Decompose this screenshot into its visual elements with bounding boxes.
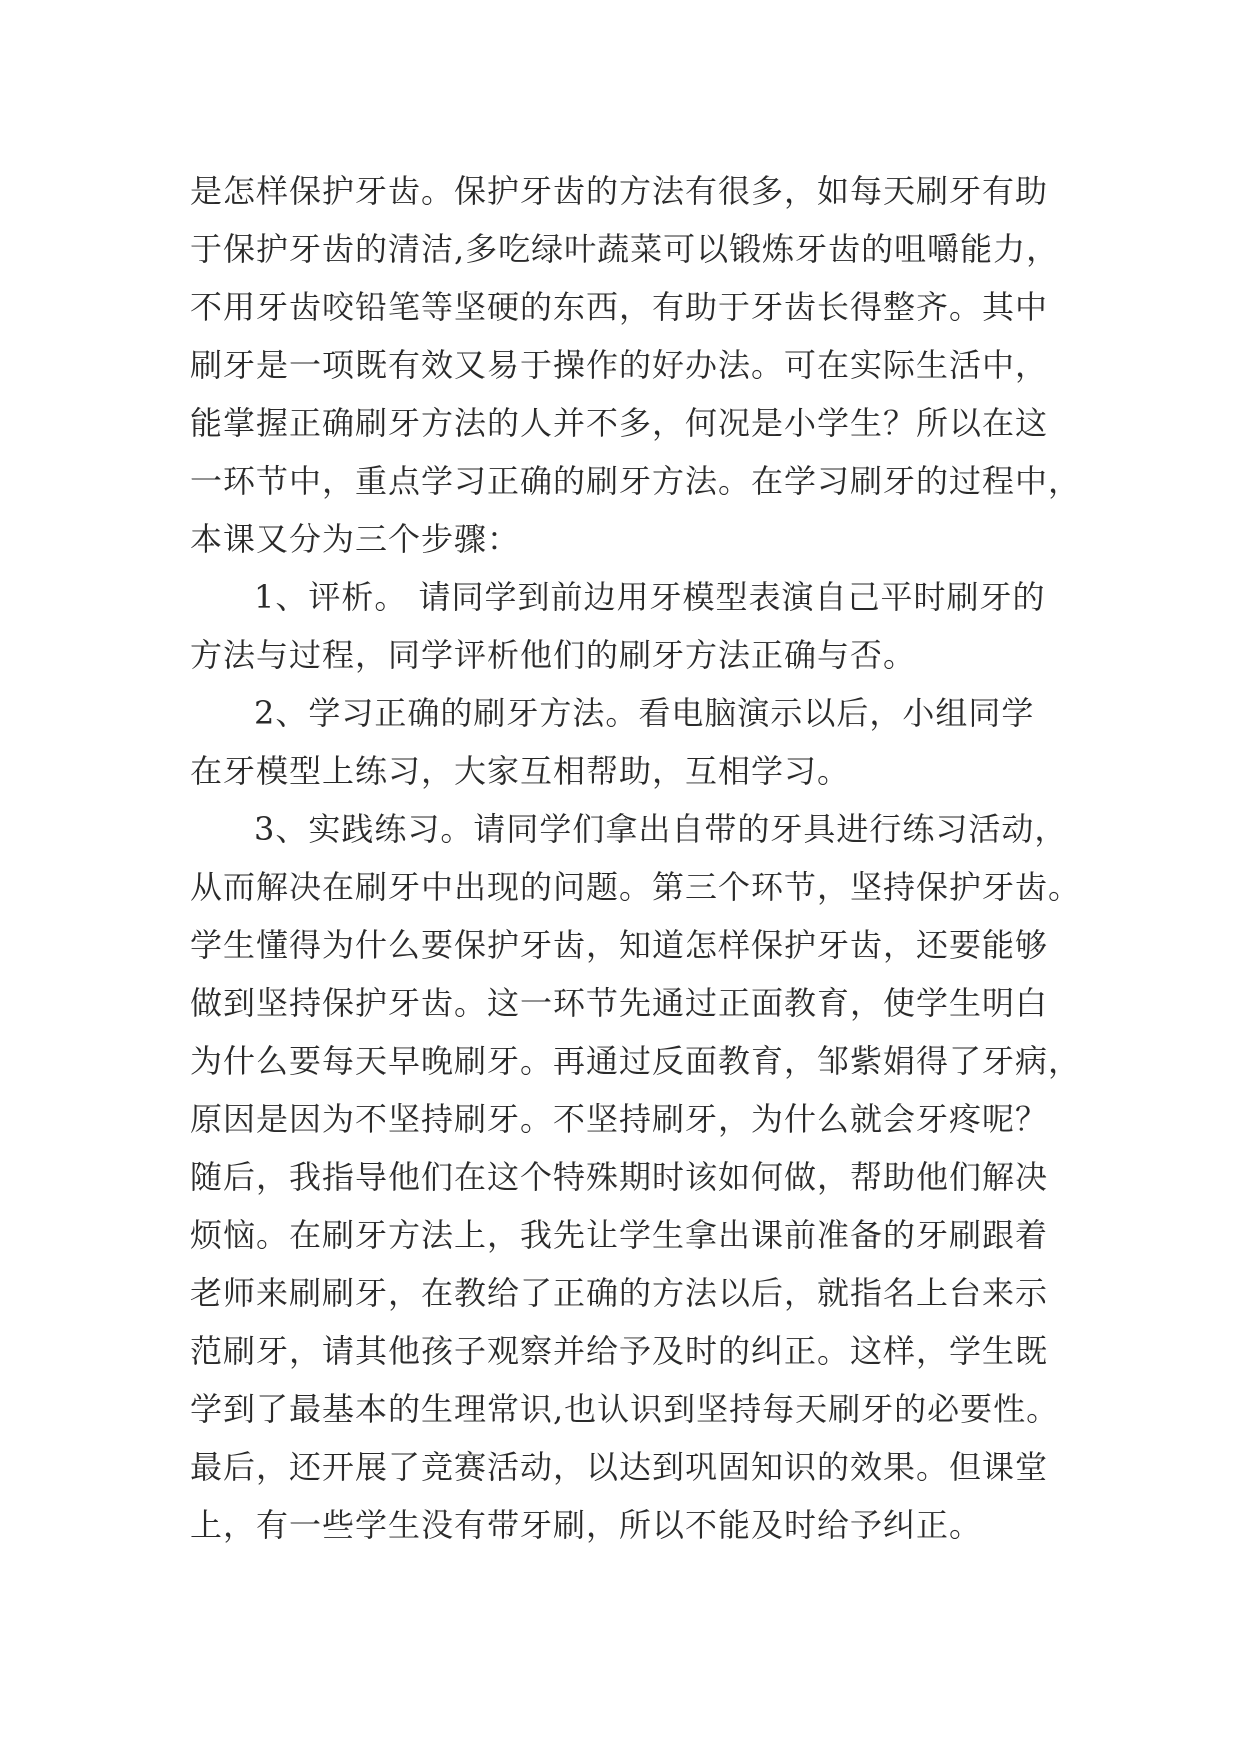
text-line: 学生懂得为什么要保护牙齿，知道怎样保护牙齿，还要能够 xyxy=(190,926,1049,964)
text-line: 老师来刷刷牙，在教给了正确的方法以后，就指名上台来示 xyxy=(190,1274,1049,1312)
text-line: 3、实践练习。请同学们拿出自带的牙具进行练习活动， xyxy=(254,810,1068,848)
text-line: 一环节中，重点学习正确的刷牙方法。在学习刷牙的过程中， xyxy=(190,462,1082,500)
text-line: 是怎样保护牙齿。保护牙齿的方法有很多，如每天刷牙有助 xyxy=(190,172,1049,210)
text-line: 为什么要每天早晚刷牙。再通过反面教育，邹紫娟得了牙病， xyxy=(190,1042,1082,1080)
text-line: 烦恼。在刷牙方法上，我先让学生拿出课前准备的牙刷跟着 xyxy=(190,1216,1049,1254)
text-line: 刷牙是一项既有效又易于操作的好办法。可在实际生活中， xyxy=(190,346,1049,384)
text-line: 1、评析。 请同学到前边用牙模型表演自己平时刷牙的 xyxy=(254,578,1046,616)
body-text xyxy=(190,162,1082,1554)
text-line: 能掌握正确刷牙方法的人并不多，何况是小学生？所以在这 xyxy=(190,404,1049,442)
text-line: 上，有一些学生没有带牙刷，所以不能及时给予纠正。 xyxy=(190,1506,983,1544)
text-line: 做到坚持保护牙齿。这一环节先通过正面教育，使学生明白 xyxy=(190,984,1049,1022)
text-line: 在牙模型上练习，大家互相帮助，互相学习。 xyxy=(190,752,851,790)
text-line: 从而解决在刷牙中出现的问题。第三个环节，坚持保护牙齿。 xyxy=(190,868,1082,906)
text-line: 原因是因为不坚持刷牙。不坚持刷牙，为什么就会牙疼呢？ xyxy=(190,1100,1049,1138)
text-line: 学到了最基本的生理常识,也认识到坚持每天刷牙的必要性。 xyxy=(190,1390,1060,1428)
text-line: 于保护牙齿的清洁,多吃绿叶蔬菜可以锻炼牙齿的咀嚼能力， xyxy=(190,230,1060,268)
text-line: 最后，还开展了竞赛活动，以达到巩固知识的效果。但课堂 xyxy=(190,1448,1049,1486)
text-line: 不用牙齿咬铅笔等坚硬的东西，有助于牙齿长得整齐。其中 xyxy=(190,288,1049,326)
text-line: 方法与过程，同学评析他们的刷牙方法正确与否。 xyxy=(190,636,917,674)
text-line: 2、学习正确的刷牙方法。看电脑演示以后，小组同学 xyxy=(254,694,1035,732)
text-line: 范刷牙，请其他孩子观察并给予及时的纠正。这样，学生既 xyxy=(190,1332,1049,1370)
text-line: 随后，我指导他们在这个特殊期时该如何做，帮助他们解决 xyxy=(190,1158,1049,1196)
text-line: 本课又分为三个步骤： xyxy=(190,520,521,558)
